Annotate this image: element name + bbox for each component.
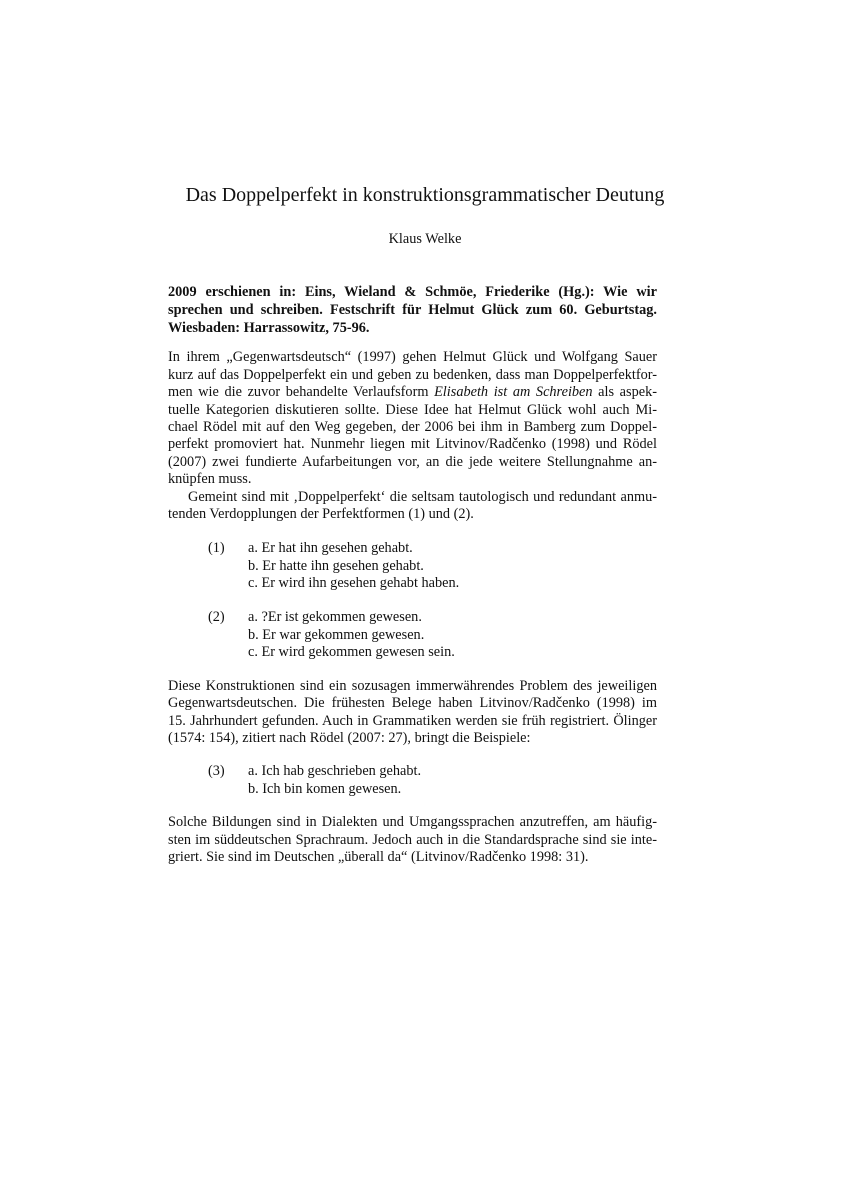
- example-item: c. Er wird gekommen gewesen sein.: [248, 644, 455, 660]
- para3-line: (1574: 154), zitiert nach Rödel (2007: 27), bringt die Beispiele:: [168, 730, 531, 746]
- example-item: a. Er hat ihn gesehen gehabt.: [248, 540, 413, 556]
- para1-line: perfekt promoviert hat. Nunmehr liegen mit Litvinov/Radčenko (1998) und Rödel: [168, 436, 657, 452]
- document-title: Das Doppelperfekt in konstruktionsgrammatischer Deutung: [185, 184, 665, 206]
- example-number: (2): [208, 609, 225, 625]
- example-item: b. Er hatte ihn gesehen gehabt.: [248, 558, 424, 574]
- para1-line: knüpfen muss.: [168, 471, 252, 487]
- para3-line: Gegenwartsdeutschen. Die frühesten Belege haben Litvinov/Radčenko (1998) im: [168, 695, 657, 711]
- example-item: b. Ich bin komen gewesen.: [248, 781, 402, 797]
- para3-line: Diese Konstruktionen sind ein sozusagen immerwährendes Problem des jeweiligen: [168, 678, 657, 694]
- example-item: a. Ich hab geschrieben gehabt.: [248, 763, 422, 779]
- example-number: (3): [208, 763, 225, 779]
- example-item: c. Er wird ihn gesehen gehabt haben.: [248, 575, 460, 591]
- para1-line: kurz auf das Doppelperfekt ein und geben zu bedenken, dass man Doppelperfektfor-: [168, 367, 657, 383]
- para1-line: chael Rödel mit auf den Weg gegeben, der 2006 bei ihm in Bamberg zum Doppel-: [168, 419, 657, 435]
- source-line: 2009 erschienen in: Eins, Wieland & Schmöe, Friederike (Hg.): Wie wir: [168, 284, 657, 300]
- example-number: (1): [208, 540, 225, 556]
- example-item: a. ?Er ist gekommen gewesen.: [248, 609, 422, 625]
- para1-line: tuelle Kategorien diskutieren sollte. Diese Idee hat Helmut Glück wohl auch Mi-: [168, 402, 657, 418]
- para4-line: sten im süddeutschen Sprachraum. Jedoch auch in die Standardsprache sind sie inte-: [168, 832, 657, 848]
- para4-line: griert. Sie sind im Deutschen „überall da“ (Litvinov/Radčenko 1998: 31).: [168, 849, 589, 865]
- para1-line: In ihrem „Gegenwartsdeutsch“ (1997) gehen Helmut Glück und Wolfgang Sauer: [168, 349, 657, 365]
- para2-line: tenden Verdopplungen der Perfektformen (1) und (2).: [168, 506, 474, 522]
- para2-line: Gemeint sind mit ‚Doppelperfekt‘ die seltsam tautologisch und redundant anmu-: [188, 489, 657, 505]
- para4-line: Solche Bildungen sind in Dialekten und Umgangssprachen anzutreffen, am häufig-: [168, 814, 657, 830]
- text: als aspek-: [592, 384, 657, 400]
- source-line: sprechen und schreiben. Festschrift für Helmut Glück zum 60. Geburtstag.: [168, 302, 657, 318]
- source-line: Wiesbaden: Harrassowitz, 75-96.: [168, 320, 370, 336]
- example-item: b. Er war gekommen gewesen.: [248, 627, 425, 643]
- text: men wie die zuvor behandelte Verlaufsform: [168, 384, 435, 400]
- italic-example: Elisabeth ist am Schreiben: [434, 384, 593, 400]
- para1-line: [168, 383, 657, 401]
- author: Klaus Welke: [388, 231, 462, 247]
- para1-line: (2007) zwei fundierte Aufarbeitungen vor, an die jede weitere Stellungnahme an-: [168, 454, 657, 470]
- para3-line: 15. Jahrhundert gefunden. Auch in Grammatiken werden sie früh registriert. Ölinger: [168, 713, 657, 729]
